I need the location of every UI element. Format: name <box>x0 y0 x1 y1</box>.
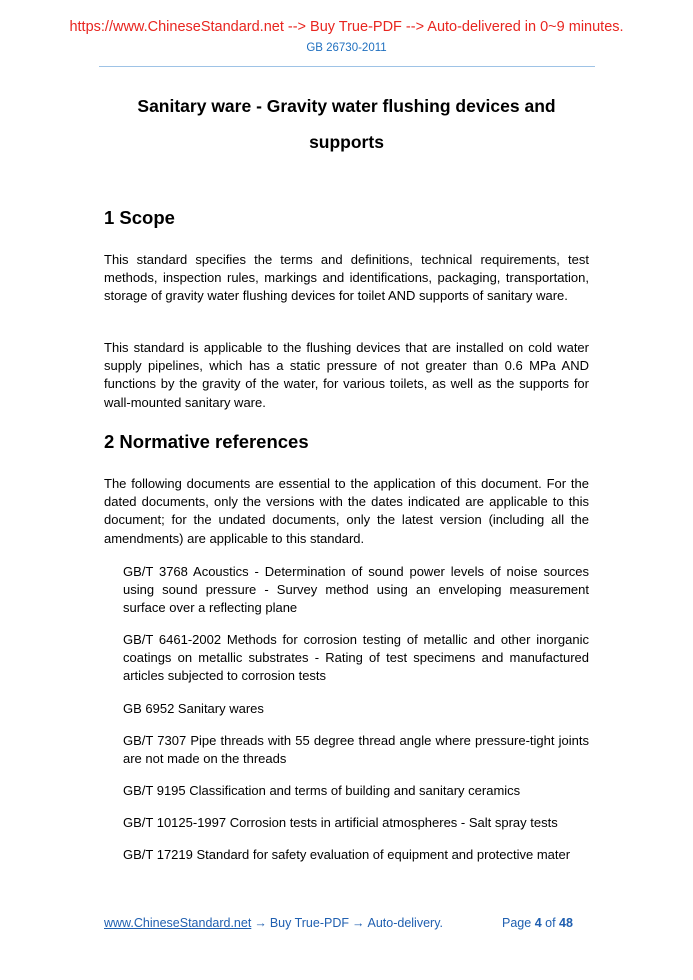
page-total: 48 <box>559 916 573 930</box>
scope-paragraph-1: This standard specifies the terms and definitions, technical requirements, test methods, inspection rules, markings and identifications, packaging, transportation, storage of gravity water flushing devices for toilet AND supports of sanitary ware. <box>104 252 589 304</box>
normative-intro-paragraph: The following documents are essential to the application of this document. For the dated documents, only the versions with the dates indicated are applicable to this document; for the undated documents, only the latest version (including all the amendments) are applicable to this standard. <box>104 476 589 546</box>
reference-item: GB/T 9195 Classification and terms of building and sanitary ceramics <box>123 783 521 798</box>
page-label: Page <box>502 916 532 930</box>
footer-url[interactable]: www.ChineseStandard.net <box>104 916 252 930</box>
page-indicator <box>502 916 573 930</box>
normative-references-heading: 2 Normative references <box>104 431 309 452</box>
arrow-right-icon: → <box>352 916 365 930</box>
reference-item: GB 6952 Sanitary wares <box>123 701 264 716</box>
top-banner-link[interactable]: https://www.ChineseStandard.net --> Buy True-PDF --> Auto-delivered in 0~9 minutes. <box>69 19 624 35</box>
footer-link[interactable] <box>104 916 443 930</box>
scope-heading: 1 Scope <box>104 207 175 228</box>
scope-paragraph-2: This standard is applicable to the flushing devices that are installed on cold water supply pipelines, which has a static pressure of not greater than 0.6 MPa AND functions by the gravity of the water, for various toilets, as well as the supports for wall-mounted sanitary ware. <box>104 340 589 410</box>
of-label: of <box>545 916 556 930</box>
reference-item: GB/T 7307 Pipe threads with 55 degree thread angle where pressure-tight joints are not made on the threads <box>123 733 589 767</box>
footer-buy-text: Buy True-PDF <box>269 916 349 930</box>
reference-item: GB/T 10125-1997 Corrosion tests in artificial atmospheres - Salt spray tests <box>123 815 558 830</box>
reference-item: GB/T 17219 Standard for safety evaluation of equipment and protective mater <box>123 847 571 862</box>
document-number: GB 26730-2011 <box>306 42 387 54</box>
page-current: 4 <box>534 916 542 930</box>
reference-item: GB/T 6461-2002 Methods for corrosion testing of metallic and other inorganic coatings on metallic substrates - Rating of test specimens and manufactured articles subjected to corrosion tests <box>123 632 589 684</box>
footer-delivery-text: Auto-delivery. <box>367 916 443 930</box>
title-line-2: supports <box>309 132 384 152</box>
arrow-right-icon: → <box>254 916 267 930</box>
title-line-1: Sanitary ware - Gravity water flushing devices and <box>137 96 556 116</box>
document-title <box>104 88 589 160</box>
reference-item: GB/T 3768 Acoustics - Determination of sound power levels of noise sources using sound pressure - Survey method using an enveloping measurement surface over a reflecting plane <box>123 564 589 616</box>
header-divider <box>99 66 595 67</box>
